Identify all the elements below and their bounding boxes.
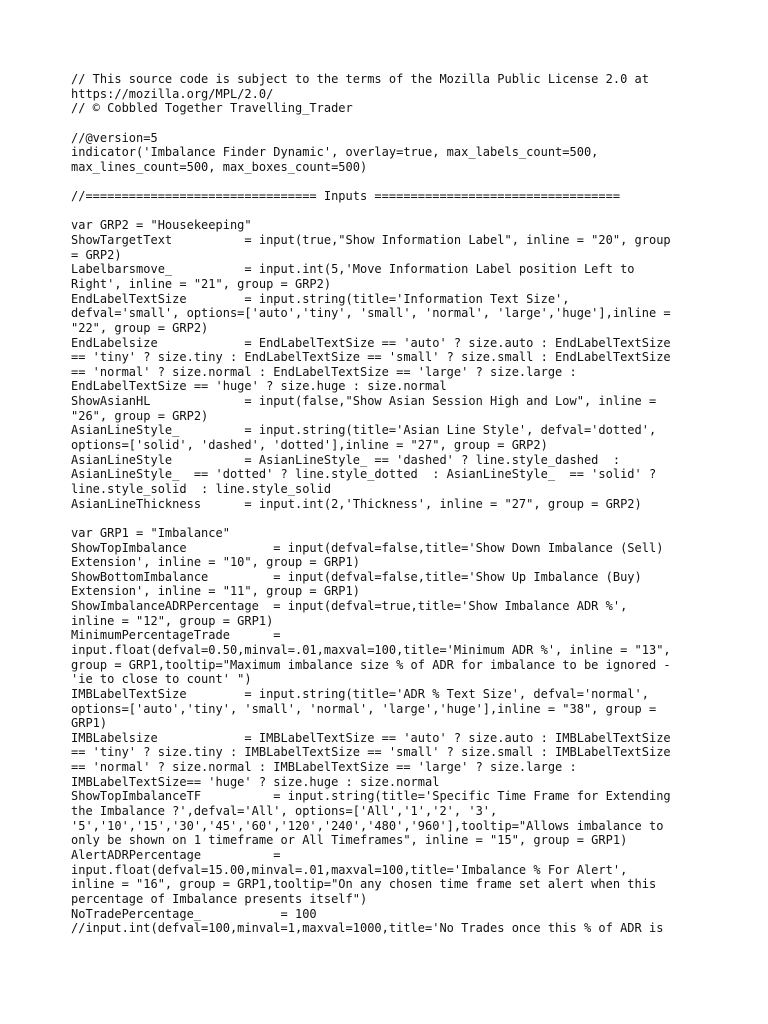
code-line: AsianLineStyle_ == 'dotted' ? line.style_dotted : AsianLineStyle_ == 'solid' ?	[71, 467, 657, 482]
code-line: AsianLineThickness = input.int(2,'Thickness', inline = "27", group = GRP2)	[71, 496, 642, 511]
code-line: percentage of Imbalance presents itself")	[71, 891, 368, 906]
code-line: AlertADRPercentage =	[71, 847, 281, 862]
code-line: = GRP2)	[71, 247, 122, 262]
code-line: EndLabelsize = EndLabelTextSize == 'auto' ? size.auto : EndLabelTextSize	[71, 335, 671, 350]
code-line: defval='small', options=['auto','tiny', 'small', 'normal', 'large','huge'],inline =	[71, 306, 671, 321]
code-line: input.float(defval=15.00,minval=.01,maxval=100,title='Imbalance % For Alert',	[71, 862, 628, 877]
code-line: ShowTopImbalanceTF = input.string(title='Specific Time Frame for Extending	[71, 789, 671, 804]
code-line: input.float(defval=0.50,minval=.01,maxval=100,title='Minimum ADR %', inline = "13",	[71, 642, 671, 657]
code-line: Right', inline = "21", group = GRP2)	[71, 276, 332, 291]
code-line	[71, 174, 711, 189]
code-line: var GRP1 = "Imbalance"	[71, 525, 230, 540]
code-line: //input.int(defval=100,minval=1,maxval=1000,title='No Trades once this % of ADR is	[71, 921, 664, 936]
code-line: //================================ Inputs ==================================	[71, 189, 621, 204]
code-line: IMBLabelTextSize = input.string(title='ADR % Text Size', defval='normal',	[71, 686, 649, 701]
code-line: EndLabelTextSize = input.string(title='Information Text Size',	[71, 291, 570, 306]
code-line: indicator('Imbalance Finder Dynamic', overlay=true, max_labels_count=500,	[71, 145, 599, 160]
code-line: EndLabelTextSize == 'huge' ? size.huge : size.normal	[71, 379, 447, 394]
code-line: // This source code is subject to the terms of the Mozilla Public License 2.0 at	[71, 72, 649, 86]
code-line: https://mozilla.org/MPL/2.0/	[71, 86, 274, 101]
code-line: group = GRP1,tooltip="Maximum imbalance size % of ADR for imbalance to be ignored -	[71, 657, 671, 672]
code-line: ShowTargetText = input(true,"Show Information Label", inline = "20", group	[71, 233, 671, 248]
code-line: == 'tiny' ? size.tiny : EndLabelTextSize == 'small' ? size.small : EndLabelTextSize	[71, 350, 671, 365]
code-line: == 'normal' ? size.normal : IMBLabelTextSize == 'large' ? size.large :	[71, 760, 577, 775]
code-line: NoTradePercentage_ = 100	[71, 906, 317, 921]
code-line: IMBLabelsize = IMBLabelTextSize == 'auto' ? size.auto : IMBLabelTextSize	[71, 730, 671, 745]
code-line: AsianLineStyle_ = input.string(title='Asian Line Style', defval='dotted',	[71, 423, 657, 438]
source-code-block	[71, 72, 711, 936]
code-line: inline = "16", group = GRP1,tooltip="On any chosen time frame set alert when this	[71, 877, 657, 892]
code-line: ShowImbalanceADRPercentage = input(defval=true,title='Show Imbalance ADR %',	[71, 599, 628, 614]
code-line: the Imbalance ?',defval='All', options=['All','1','2', '3',	[71, 804, 498, 819]
code-line: max_lines_count=500, max_boxes_count=500)	[71, 159, 368, 174]
code-line: ShowTopImbalance = input(defval=false,title='Show Down Imbalance (Sell)	[71, 540, 664, 555]
code-line: inline = "12", group = GRP1)	[71, 613, 274, 628]
code-line: MinimumPercentageTrade =	[71, 628, 281, 643]
code-line: options=['auto','tiny', 'small', 'normal', 'large','huge'],inline = "38", group =	[71, 701, 657, 716]
code-line: ShowBottomImbalance = input(defval=false,title='Show Up Imbalance (Buy)	[71, 569, 642, 584]
code-line: line.style_solid : line.style_solid	[71, 481, 332, 496]
code-line: GRP1)	[71, 716, 108, 731]
code-line: 'ie to close to count' ")	[71, 672, 252, 687]
code-line: AsianLineStyle = AsianLineStyle_ == 'dashed' ? line.style_dashed :	[71, 452, 621, 467]
code-line: "22", group = GRP2)	[71, 320, 209, 335]
code-line	[71, 116, 711, 131]
code-line: Extension', inline = "11", group = GRP1)	[71, 584, 360, 599]
code-line: only be shown on 1 timeframe or All Timeframes", inline = "15", group = GRP1)	[71, 833, 628, 848]
code-line: Extension', inline = "10", group = GRP1)	[71, 555, 360, 570]
code-line	[71, 511, 711, 526]
code-line: ShowAsianHL = input(false,"Show Asian Session High and Low", inline =	[71, 394, 657, 409]
code-line	[71, 204, 711, 219]
code-line: // © Cobbled Together Travelling_Trader	[71, 101, 353, 116]
code-line: var GRP2 = "Housekeeping"	[71, 218, 252, 233]
code-line: options=['solid', 'dashed', 'dotted'],inline = "27", group = GRP2)	[71, 438, 548, 453]
code-line: //@version=5	[71, 130, 158, 145]
code-line: Labelbarsmove_ = input.int(5,'Move Information Label position Left to	[71, 262, 635, 277]
code-line: IMBLabelTextSize== 'huge' ? size.huge : size.normal	[71, 774, 440, 789]
code-line: == 'normal' ? size.normal : EndLabelTextSize == 'large' ? size.large :	[71, 364, 577, 379]
code-line: "26", group = GRP2)	[71, 408, 209, 423]
code-line: == 'tiny' ? size.tiny : IMBLabelTextSize == 'small' ? size.small : IMBLabelTextSize	[71, 745, 671, 760]
code-line: '5','10','15','30','45','60','120','240','480','960'],tooltip="Allows imbalance to	[71, 818, 664, 833]
